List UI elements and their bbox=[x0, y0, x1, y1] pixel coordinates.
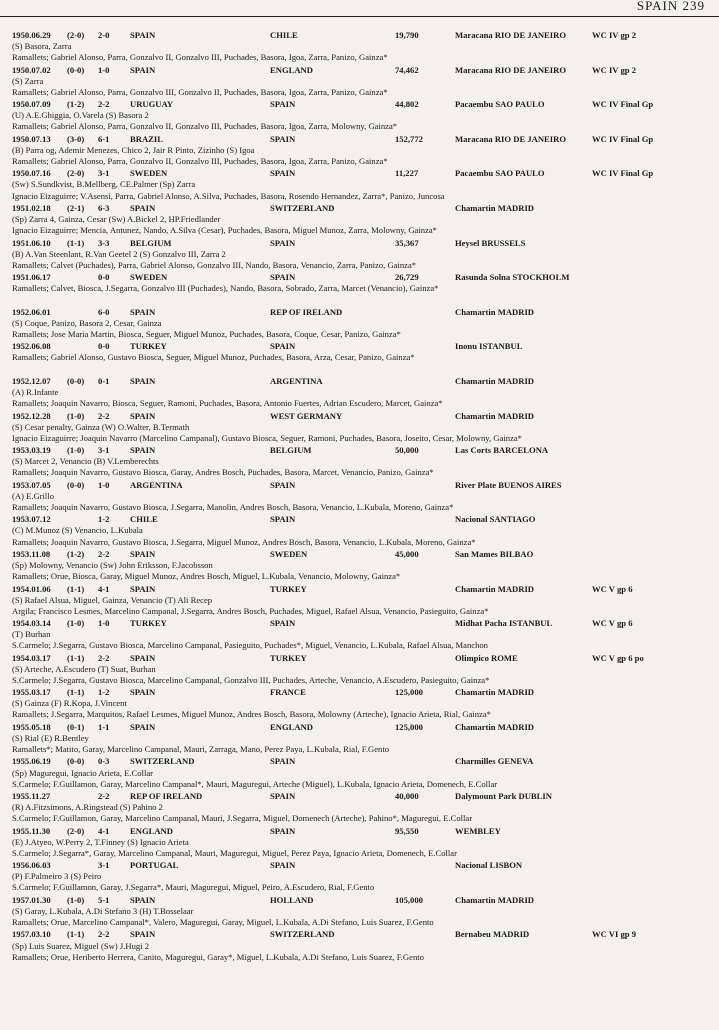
attendance: 26,729 bbox=[395, 272, 419, 283]
match-date: 1956.06.03 bbox=[12, 860, 51, 871]
lineup-line: Ramallets; Joaquin Navarro, Gustavo Biosca, Garay, Andres Bosch, Puchades, Basora, Marcet, Venancio, Panizo, Gainza* bbox=[12, 467, 434, 478]
away-team: SPAIN bbox=[270, 168, 296, 179]
lineup-line: Ramallets; Joaquin Navarro, Biosca, Seguer, Ramoni, Puchades, Basora, Antonio Fuertes, Adrian Escudero, Marcet, Gainza* bbox=[12, 398, 443, 409]
attendance: 40,000 bbox=[395, 791, 419, 802]
match-summary-line bbox=[12, 203, 709, 214]
venue: Charmilles GENEVA bbox=[455, 756, 534, 767]
venue: Midhat Pacha ISTANBUL bbox=[455, 618, 553, 629]
scorers-line: (S) Cesar penalty, Gainza (W) O.Walter, B.Termath bbox=[12, 421, 190, 432]
away-team: SPAIN bbox=[270, 272, 296, 283]
competition: WC V gp 6 bbox=[592, 618, 633, 629]
match-summary-line bbox=[12, 584, 709, 595]
full-time-score: 1-0 bbox=[98, 618, 110, 629]
home-team: ARGENTINA bbox=[130, 479, 183, 490]
match-record bbox=[12, 860, 709, 895]
away-team: FRANCE bbox=[270, 687, 306, 698]
away-team: SPAIN bbox=[270, 618, 296, 629]
scorers-line: Ramallets; Gabriel Alonso, Gustavo Biosca, Seguer, Miguel Munoz, Puchades, Basora, Arza, Cesar, Panizo, Gainza* bbox=[12, 352, 415, 363]
away-team: SPAIN bbox=[270, 133, 296, 144]
match-date: 1950.07.09 bbox=[12, 99, 51, 110]
venue: Chamartin MADRID bbox=[455, 583, 535, 594]
match-record bbox=[12, 826, 709, 861]
match-records-list bbox=[12, 30, 709, 964]
full-time-score: 2-2 bbox=[98, 410, 110, 421]
home-team: SPAIN bbox=[130, 30, 156, 40]
home-team: SPAIN bbox=[130, 548, 156, 559]
attendance: 44,802 bbox=[395, 99, 419, 110]
lineup-line: Ramallets; Orue, Biosca, Garay, Miguel Munoz, Andres Bosch, Miguel, L.Kubala, Venancio, Molowny, Gainza* bbox=[12, 571, 401, 582]
match-record bbox=[12, 411, 709, 446]
scorers-line: (R) A.Fitzsimons, A.Ringstead (S) Pahino 2 bbox=[12, 802, 163, 813]
away-team: WEST GERMANY bbox=[270, 410, 343, 421]
venue: Rasunda Solna STOCKHOLM bbox=[455, 272, 570, 283]
half-time-score: (1-0) bbox=[67, 410, 85, 421]
scorers-line: (S) Basora, Zarra bbox=[12, 41, 72, 52]
attendance: 152,772 bbox=[395, 133, 423, 144]
competition: WC VI gp 9 bbox=[592, 929, 637, 940]
match-summary-line bbox=[12, 722, 709, 733]
lineup-line: Ramallets; Joaquin Navarro, Gustavo Biosca, J.Segarra, Miguel Munoz, Andres Bosch, Basora, Venancio, L.Kubala, Moreno, Gainza* bbox=[12, 536, 476, 547]
home-team: SPAIN bbox=[130, 929, 156, 940]
half-time-score: (2-0) bbox=[67, 168, 85, 179]
match-record bbox=[12, 514, 709, 549]
scorers-line: (S) Rafael Alsua, Miguel, Gainza, Venancio (T) Ali Recep bbox=[12, 594, 213, 605]
scorers-line: Ramallets; Calvet, Biosca, J.Segarra, Gonzalvo III (Puchades), Nando, Basora, Sobrado, Zarra, Marcet (Venancio), Gainza* bbox=[12, 283, 439, 294]
home-team: SPAIN bbox=[130, 410, 156, 421]
match-date: 1950.06.29 bbox=[12, 30, 51, 40]
full-time-score: 0-0 bbox=[98, 341, 110, 352]
competition: WC IV gp 2 bbox=[592, 64, 637, 75]
away-team: SPAIN bbox=[270, 99, 296, 110]
home-team: SWEDEN bbox=[130, 168, 168, 179]
match-record bbox=[12, 756, 709, 791]
home-team: SPAIN bbox=[130, 721, 156, 732]
lineup-line: S.Carmelo; J.Segarra, Gustavo Biosca, Marcelino Campanal, Gonzalvo III, Puchades, Arteche, Venancio, A.Escudero, Pasieguito, Gainza* bbox=[12, 674, 490, 685]
half-time-score: (1-2) bbox=[67, 99, 85, 110]
lineup-line: Ramallets; Gabriel Alonso, Parra, Gonzalvo II, Gonzalvo III, Puchades, Basora, Igoa, Zarra, Panizo, Gainza* bbox=[12, 52, 388, 63]
match-summary-line bbox=[12, 238, 709, 249]
match-summary-line bbox=[12, 65, 709, 76]
scorers-line: (Sp) Zarra 4, Gainza, Cesar (Sw) A.Bickel 2, HP.Friedlander bbox=[12, 214, 221, 225]
half-time-score: (0-0) bbox=[67, 375, 85, 386]
match-date: 1955.11.27 bbox=[12, 791, 51, 802]
lineup-line: Ramallets; Calvet (Puchades), Parra, Gabriel Alonso, Gonzalvo III, Nando, Basora, Venancio, Zarra, Panizo, Gainza* bbox=[12, 259, 417, 270]
match-record bbox=[12, 480, 709, 515]
match-date: 1952.12.28 bbox=[12, 410, 51, 421]
lineup-line: Ramallets; Joaquin Navarro, Gustavo Biosca, J.Segarra, Manolin, Andres Bosch, Basora, Venancio, L.Kubala, Moreno, Gainza* bbox=[12, 501, 454, 512]
venue: Maracana RIO DE JANEIRO bbox=[455, 64, 567, 75]
competition: WC V gp 6 po bbox=[592, 652, 644, 663]
match-date: 1954.01.06 bbox=[12, 583, 51, 594]
half-time-score: (0-0) bbox=[67, 479, 85, 490]
match-summary-line bbox=[12, 826, 709, 837]
away-team: HOLLAND bbox=[270, 894, 314, 905]
half-time-score: (0-1) bbox=[67, 721, 85, 732]
half-time-score: (1-0) bbox=[67, 618, 85, 629]
home-team: SPAIN bbox=[130, 64, 156, 75]
lineup-line: Ramallets; Jose Maria Martin, Biosca, Seguer, Miguel Munoz, Puchades, Basora, Coque, Cesar, Panizo, Gainza* bbox=[12, 328, 401, 339]
away-team: REP OF IRELAND bbox=[270, 306, 343, 317]
venue: Chamartin MADRID bbox=[455, 202, 535, 213]
lineup-line: S.Carmelo; F.Guillamon, Garay, Marcelino Campanal, Mauri, J.Segarra, Miguel, Domenech (Arteche), Pahino*, Maguregui, E.Collar bbox=[12, 813, 473, 824]
full-time-score: 4-1 bbox=[98, 825, 110, 836]
half-time-score: (0-0) bbox=[67, 64, 85, 75]
full-time-score: 1-0 bbox=[98, 64, 110, 75]
full-time-score: 2-2 bbox=[98, 929, 110, 940]
venue: Nacional SANTIAGO bbox=[455, 514, 536, 525]
venue: Chamartin MADRID bbox=[455, 687, 535, 698]
match-summary-line bbox=[12, 549, 709, 560]
half-time-score: (1-1) bbox=[67, 929, 85, 940]
match-record bbox=[12, 134, 709, 169]
match-date: 1955.05.18 bbox=[12, 721, 51, 732]
scorers-line: (S) Marcet 2, Venancio (B) V.Lemberechts bbox=[12, 456, 159, 467]
match-record bbox=[12, 687, 709, 722]
lineup-line: Ramallets; Orue, Heriberto Herrera, Canito, Maguregui, Garay*, Miguel, L.Kubala, A.Di Stefano, Luis Suarez, F.Gento bbox=[12, 951, 424, 962]
lineup-line: S.Carmelo; F.Guillamon, Garay, J.Segarra*, Mauri, Maguregui, Miguel, Peiro, A.Escudero, Rial, F.Gento bbox=[12, 882, 375, 893]
scorers-line: (Sp) Molowny, Venancio (Sw) John Eriksson, F.Jacobsson bbox=[12, 560, 213, 570]
full-time-score: 4-1 bbox=[98, 583, 110, 594]
full-time-score: 3-1 bbox=[98, 168, 110, 179]
full-time-score: 2-2 bbox=[98, 791, 110, 802]
full-time-score: 0-0 bbox=[98, 272, 110, 283]
venue: Chamartin MADRID bbox=[455, 306, 535, 317]
match-record bbox=[12, 618, 709, 653]
match-summary-line bbox=[12, 860, 709, 871]
home-team: REP OF IRELAND bbox=[130, 791, 203, 802]
competition: WC IV Final Gp bbox=[592, 168, 654, 179]
venue: WEMBLEY bbox=[455, 825, 501, 836]
away-team: SWITZERLAND bbox=[270, 202, 335, 213]
half-time-score: (3-0) bbox=[67, 133, 85, 144]
scorers-line: (A) R.Infante bbox=[12, 387, 59, 398]
full-time-score: 2-2 bbox=[98, 99, 110, 110]
attendance: 95,550 bbox=[395, 825, 419, 836]
match-summary-line bbox=[12, 756, 709, 767]
away-team: ENGLAND bbox=[270, 721, 313, 732]
scorers-line: (S) Coque, Panizo, Basora 2, Cesar, Gainza bbox=[12, 317, 162, 328]
venue: Chamartin MADRID bbox=[455, 721, 535, 732]
match-date: 1953.03.19 bbox=[12, 445, 51, 456]
lineup-line: S.Carmelo; F.Guillamon, Garay, Marcelino Campanal*, Mauri, Maguregui, Arteche (Miguel), L.Kubala, Ignacio Arieta, Domenech, E.Collar bbox=[12, 778, 498, 789]
match-record bbox=[12, 584, 709, 619]
away-team: BELGIUM bbox=[270, 445, 312, 456]
lineup-line: Ramallets*; Matito, Garay, Marcelino Campanal, Mauri, Zarraga, Mano, Perez Paya, L.Kubala, Rial, F.Gento bbox=[12, 744, 390, 755]
attendance: 74,462 bbox=[395, 64, 419, 75]
venue: Inonu ISTANBUL bbox=[455, 341, 523, 352]
scorers-line: (S) Arteche, A.Escudero (T) Suat, Burhan bbox=[12, 663, 156, 674]
home-team: SWEDEN bbox=[130, 272, 168, 283]
match-summary-line bbox=[12, 929, 709, 940]
scorers-line: (Sp) Luis Suarez, Miguel (Sw) J.Hugi 2 bbox=[12, 940, 150, 951]
match-date: 1950.07.13 bbox=[12, 133, 51, 144]
lineup-line: Ramallets; Gabriel Alonso, Parra, Gonzalvo II, Gonzalvo III, Puchades, Basora, Igoa, Zarra, Panizo, Gainza* bbox=[12, 155, 388, 166]
home-team: SPAIN bbox=[130, 687, 156, 698]
full-time-score: 2-2 bbox=[98, 652, 110, 663]
full-time-score: 1-1 bbox=[98, 721, 110, 732]
full-time-score: 2-2 bbox=[98, 548, 110, 559]
full-time-score: 6-0 bbox=[98, 306, 110, 317]
match-record bbox=[12, 99, 709, 134]
venue: Las Corts BARCELONA bbox=[455, 445, 549, 456]
away-team: SPAIN bbox=[270, 791, 296, 802]
competition: WC IV Final Gp bbox=[592, 99, 654, 110]
home-team: URUGUAY bbox=[130, 99, 174, 110]
match-record bbox=[12, 653, 709, 688]
lineup-line: Ramallets; J.Segarra, Marquitos, Rafael Lesmes, Miguel Munoz, Andres Bosch, Basora, Molowny (Arteche), Ignacio Arieta, Rial, Gainza* bbox=[12, 709, 491, 720]
venue: Bernabeu MADRID bbox=[455, 929, 530, 940]
venue: Heysel BRUSSELS bbox=[455, 237, 526, 248]
scorers-line: (A) E.Grillo bbox=[12, 490, 55, 501]
attendance: 125,000 bbox=[395, 721, 423, 732]
scorers-line: (T) Burhan bbox=[12, 629, 51, 640]
lineup-line: Ramallets; Gabriel Alonso, Parra, Gonzalvo III, Gonzalvo II, Puchades, Basora, Igoa, Zarra, Panizo, Gainza* bbox=[12, 86, 388, 97]
competition: WC IV gp 2 bbox=[592, 30, 637, 40]
match-record bbox=[12, 203, 709, 238]
venue: Maracana RIO DE JANEIRO bbox=[455, 30, 567, 40]
venue: Nacional LISBON bbox=[455, 860, 523, 871]
match-summary-line bbox=[12, 307, 709, 318]
match-summary-line bbox=[12, 272, 709, 283]
home-team: TURKEY bbox=[130, 341, 167, 352]
full-time-score: 0-3 bbox=[98, 756, 110, 767]
match-date: 1950.07.02 bbox=[12, 64, 51, 75]
half-time-score: (0-0) bbox=[67, 756, 85, 767]
match-date: 1957.03.10 bbox=[12, 929, 51, 940]
venue: Pacaembu SAO PAULO bbox=[455, 99, 545, 110]
away-team: SPAIN bbox=[270, 341, 296, 352]
match-record bbox=[12, 341, 709, 376]
competition: WC V gp 6 bbox=[592, 583, 633, 594]
home-team: CHILE bbox=[130, 514, 158, 525]
away-team: ARGENTINA bbox=[270, 375, 323, 386]
match-date: 1952.06.01 bbox=[12, 306, 51, 317]
venue: Pacaembu SAO PAULO bbox=[455, 168, 545, 179]
match-date: 1952.12.07 bbox=[12, 375, 51, 386]
home-team: SWITZERLAND bbox=[130, 756, 195, 767]
running-header: SPAIN 239 bbox=[636, 0, 705, 13]
home-team: ENGLAND bbox=[130, 825, 173, 836]
home-team: BRAZIL bbox=[130, 133, 163, 144]
match-record bbox=[12, 65, 709, 100]
full-time-score: 0-1 bbox=[98, 375, 110, 386]
match-summary-line bbox=[12, 134, 709, 145]
lineup-line: S.Carmelo; J.Segarra*, Garay, Marcelino Campanal, Mauri, Maguregui, Miguel, Perez Paya, Ignacio Arieta, Domenech, E.Collar bbox=[12, 847, 457, 858]
venue: San Mames BILBAO bbox=[455, 548, 534, 559]
home-team: SPAIN bbox=[130, 652, 156, 663]
match-summary-line bbox=[12, 514, 709, 525]
venue: River Plate BUENOS AIRES bbox=[455, 479, 562, 490]
match-record bbox=[12, 272, 709, 307]
match-record bbox=[12, 30, 709, 65]
attendance: 105,000 bbox=[395, 894, 423, 905]
page-header bbox=[0, 0, 719, 17]
home-team: BELGIUM bbox=[130, 237, 172, 248]
half-time-score: (1-1) bbox=[67, 237, 85, 248]
attendance: 50,000 bbox=[395, 445, 419, 456]
away-team: SPAIN bbox=[270, 237, 296, 248]
scorers-line: (U) A.E.Ghiggia, O.Varela (S) Basora 2 bbox=[12, 110, 149, 121]
match-summary-line bbox=[12, 895, 709, 906]
away-team: SPAIN bbox=[270, 825, 296, 836]
match-record bbox=[12, 445, 709, 480]
away-team: SPAIN bbox=[270, 860, 296, 871]
match-record bbox=[12, 791, 709, 826]
away-team: CHILE bbox=[270, 30, 298, 40]
half-time-score: (1-1) bbox=[67, 583, 85, 594]
match-summary-line bbox=[12, 168, 709, 179]
match-summary-line bbox=[12, 341, 709, 352]
lineup-line: Ignacio Eizaguirre; Mencia, Antunez, Nando, A.Silva (Cesar), Puchades, Basora, Miguel Munoz, Zarra, Molowny, Gainza* bbox=[12, 225, 437, 236]
scorers-line: (S) Gainza (F) R.Kopa, J.Vincent bbox=[12, 698, 127, 709]
venue: Chamartin MADRID bbox=[455, 410, 535, 421]
away-team: ENGLAND bbox=[270, 64, 313, 75]
venue: Chamartin MADRID bbox=[455, 375, 535, 386]
home-team: SPAIN bbox=[130, 306, 156, 317]
scorers-line: (E) J.Atyeo, W.Perry 2, T.Finney (S) Ignacio Arieta bbox=[12, 836, 189, 847]
venue: Dalymount Park DUBLIN bbox=[455, 791, 552, 802]
full-time-score: 6-3 bbox=[98, 202, 110, 213]
half-time-score: (1-2) bbox=[67, 548, 85, 559]
venue: Chamartin MADRID bbox=[455, 894, 535, 905]
match-summary-line bbox=[12, 791, 709, 802]
lineup-line: Ignacio Eizaguirre; V.Asensi, Parra, Gabriel Alonso, A.Silva, Puchades, Basora, Rosendo Hernandez, Zarra*, Panizo, Juncosa bbox=[12, 190, 445, 201]
full-time-score: 3-1 bbox=[98, 860, 110, 871]
venue: Maracana RIO DE JANEIRO bbox=[455, 133, 567, 144]
match-date: 1951.02.18 bbox=[12, 202, 51, 213]
lineup-line: Argila; Francisco Lesmes, Marcelino Campanal, J.Segarra, Andres Bosch, Puchades, Miguel, Rafael Alsua, Venancio, Pasieguito, Gainza* bbox=[12, 605, 489, 616]
match-record bbox=[12, 929, 709, 964]
home-team: SPAIN bbox=[130, 583, 156, 594]
home-team: SPAIN bbox=[130, 375, 156, 386]
match-record bbox=[12, 549, 709, 584]
match-date: 1955.03.17 bbox=[12, 687, 51, 698]
competition: WC IV Final Gp bbox=[592, 133, 654, 144]
match-date: 1954.03.17 bbox=[12, 652, 51, 663]
lineup-line: Ramallets; Gabriel Alonso, Parra, Gonzalvo II, Gonzalvo III, Puchades, Basora, Igoa, Zarra, Molowny, Gainza* bbox=[12, 121, 398, 132]
match-record bbox=[12, 722, 709, 757]
full-time-score: 1-0 bbox=[98, 479, 110, 490]
match-date: 1951.06.17 bbox=[12, 272, 51, 283]
full-time-score: 5-1 bbox=[98, 894, 110, 905]
away-team: SPAIN bbox=[270, 756, 296, 767]
scorers-line: (S) Zarra bbox=[12, 75, 44, 86]
match-summary-line bbox=[12, 480, 709, 491]
match-summary-line bbox=[12, 411, 709, 422]
match-date: 1955.06.19 bbox=[12, 756, 51, 767]
lineup-line: S.Carmelo; J.Segarra, Gustavo Biosca, Marcelino Campanal, Pasieguito, Puchades*, Miguel, Venancio, L.Kubala, Rafael Alsua, Manchon bbox=[12, 640, 488, 651]
match-date: 1955.11.30 bbox=[12, 825, 51, 836]
full-time-score: 3-3 bbox=[98, 237, 110, 248]
match-date: 1953.11.08 bbox=[12, 548, 51, 559]
half-time-score: (1-1) bbox=[67, 687, 85, 698]
scorers-line: (S) Garay, L.Kubala, A.Di Stefano 3 (H) T.Bosselaar bbox=[12, 905, 194, 916]
attendance: 125,000 bbox=[395, 687, 423, 698]
home-team: SPAIN bbox=[130, 202, 156, 213]
match-record bbox=[12, 168, 709, 203]
home-team: TURKEY bbox=[130, 618, 167, 629]
home-team: SPAIN bbox=[130, 894, 156, 905]
scorers-line: (B) A.Van Steenlant, R.Van Geetel 2 (S) Gonzalvo III, Zarra 2 bbox=[12, 248, 226, 259]
away-team: TURKEY bbox=[270, 652, 307, 663]
away-team: TURKEY bbox=[270, 583, 307, 594]
full-time-score: 1-2 bbox=[98, 687, 110, 698]
scorers-line: (B) Parra og, Ademir Menezes, Chico 2, Jair R Pinto, Zizinho (S) Igoa bbox=[12, 144, 255, 155]
scorers-line: (Sw) S.Sundkvist, B.Mellberg, CE.Palmer (Sp) Zarra bbox=[12, 179, 196, 190]
match-date: 1954.03.14 bbox=[12, 618, 51, 629]
match-record bbox=[12, 238, 709, 273]
match-date: 1950.07.16 bbox=[12, 168, 51, 179]
match-record bbox=[12, 307, 709, 342]
match-summary-line bbox=[12, 687, 709, 698]
full-time-score: 3-1 bbox=[98, 445, 110, 456]
home-team: SPAIN bbox=[130, 445, 156, 456]
match-summary-line bbox=[12, 618, 709, 629]
half-time-score: (2-0) bbox=[67, 825, 85, 836]
half-time-score: (2-1) bbox=[67, 202, 85, 213]
attendance: 35,367 bbox=[395, 237, 419, 248]
scorers-line: (C) M.Munoz (S) Venancio, L.Kubala bbox=[12, 525, 143, 536]
away-team: SPAIN bbox=[270, 514, 296, 525]
attendance: 11,227 bbox=[395, 168, 419, 179]
venue: Olimpico ROME bbox=[455, 652, 518, 663]
lineup-line: Ramallets; Orue, Marcelino Campanal*, Valero, Maguregui, Garay, Miguel, L.Kubala, A.Di Stefano, Luis Suarez, F.Gento bbox=[12, 917, 434, 928]
scorers-line: (P) F.Palmeiro 3 (S) Peiro bbox=[12, 871, 102, 882]
half-time-score: (1-1) bbox=[67, 652, 85, 663]
scorers-line: (S) Rial (E) R.Bentley bbox=[12, 732, 89, 743]
attendance: 45,000 bbox=[395, 548, 419, 559]
home-team: PORTUGAL bbox=[130, 860, 179, 871]
half-time-score: (1-0) bbox=[67, 445, 85, 456]
match-date: 1953.07.12 bbox=[12, 514, 51, 525]
match-date: 1953.07.05 bbox=[12, 479, 51, 490]
half-time-score: (1-0) bbox=[67, 894, 85, 905]
match-summary-line bbox=[12, 376, 709, 387]
full-time-score: 2-0 bbox=[98, 30, 110, 40]
scorers-line: (Sp) Maguregui, Ignacio Arieta, E.Collar bbox=[12, 767, 154, 778]
away-team: SPAIN bbox=[270, 479, 296, 490]
match-record bbox=[12, 895, 709, 930]
match-date: 1951.06.10 bbox=[12, 237, 51, 248]
match-summary-line bbox=[12, 30, 709, 41]
match-summary-line bbox=[12, 99, 709, 110]
match-record bbox=[12, 376, 709, 411]
match-summary-line bbox=[12, 653, 709, 664]
lineup-line: Ignacio Eizaguirre; Joaquin Navarro (Marcelino Campanal), Gustavo Biosca, Seguer, Ramoni, Puchades, Basora, Joseito, Cesar, Molowny, Gainza* bbox=[12, 432, 522, 443]
half-time-score: (2-0) bbox=[67, 30, 85, 40]
match-summary-line bbox=[12, 445, 709, 456]
full-time-score: 6-1 bbox=[98, 133, 110, 144]
match-date: 1952.06.08 bbox=[12, 341, 51, 352]
full-time-score: 1-2 bbox=[98, 514, 110, 525]
attendance: 19,790 bbox=[395, 30, 419, 40]
match-date: 1957.01.30 bbox=[12, 894, 51, 905]
away-team: SWEDEN bbox=[270, 548, 308, 559]
away-team: SWITZERLAND bbox=[270, 929, 335, 940]
